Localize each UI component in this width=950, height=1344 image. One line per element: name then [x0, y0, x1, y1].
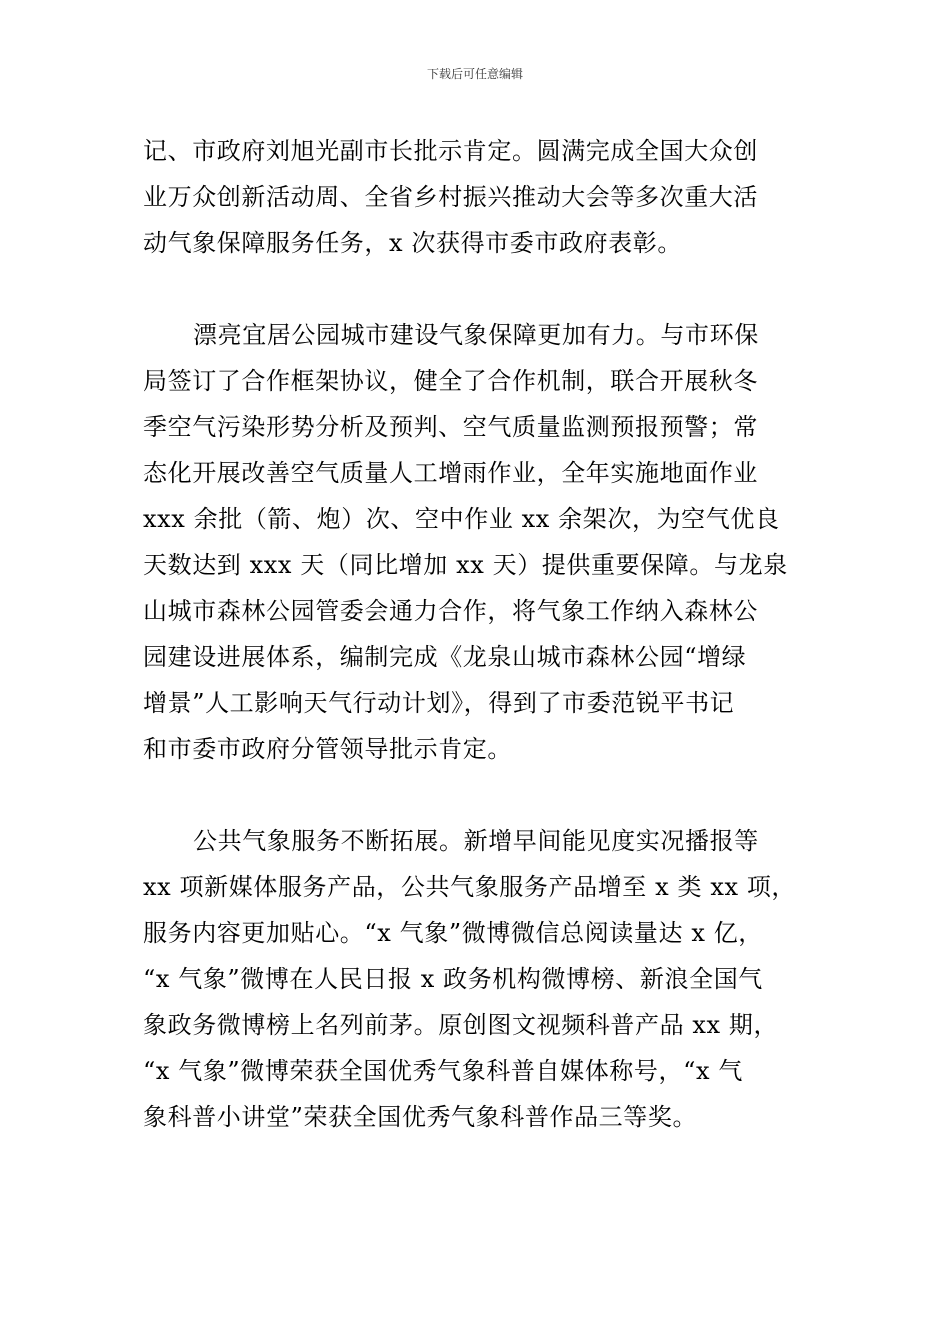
- text-line: 公共气象服务不断拓展。新增早间能见度实况播报等: [193, 827, 759, 855]
- text-line: 记、市政府刘旭光副市长批示肯定。圆满完成全国大众创: [143, 137, 758, 165]
- text-line: 和市委市政府分管领导批示肯定。: [143, 735, 512, 763]
- paragraph-2: [143, 312, 808, 772]
- text-line: 山城市森林公园管委会通力合作，将气象工作纳入森林公: [143, 597, 758, 625]
- text-line: “x 气象”微博在人民日报 x 政务机构微博榜、新浪全国气: [143, 965, 763, 993]
- text-line: 漂亮宜居公园城市建设气象保障更加有力。与市环保: [193, 321, 759, 349]
- text-line: 园建设进展体系，编制完成《龙泉山城市森林公园“增绿: [143, 643, 747, 671]
- text-line: xxx 余批（箭、炮）次、空中作业 xx 余架次，为空气优良: [143, 505, 780, 533]
- document-body: [143, 128, 808, 1140]
- text-line: 季空气污染形势分析及预判、空气质量监测预报预警；常: [143, 413, 758, 441]
- paragraph-gap: [143, 266, 808, 312]
- text-line: 象政务微博榜上名列前茅。原创图文视频科普产品 xx 期，: [143, 1011, 779, 1039]
- text-line: 天数达到 xxx 天（同比增加 xx 天）提供重要保障。与龙泉: [143, 551, 788, 579]
- text-line: 局签订了合作框架协议，健全了合作机制，联合开展秋冬: [143, 367, 758, 395]
- text-line: “x 气象”微博荣获全国优秀气象科普自媒体称号，“x 气: [143, 1057, 743, 1085]
- text-line: 动气象保障服务任务，x 次获得市委市政府表彰。: [143, 229, 682, 257]
- paragraph-gap: [143, 772, 808, 818]
- page-header: 下载后可任意编辑: [426, 67, 523, 81]
- text-line: 增景”人工影响天气行动计划》，得到了市委范锐平书记: [143, 689, 735, 717]
- text-line: 业万众创新活动周、全省乡村振兴推动大会等多次重大活: [143, 183, 758, 211]
- paragraph-3: [143, 818, 808, 1140]
- text-line: xx 项新媒体服务产品，公共气象服务产品增至 x 类 xx 项，: [143, 873, 797, 901]
- paragraph-1: [143, 128, 808, 266]
- text-line: 象科普小讲堂”荣获全国优秀气象科普作品三等奖。: [143, 1103, 698, 1131]
- text-line: 态化开展改善空气质量人工增雨作业，全年实施地面作业: [143, 459, 758, 487]
- text-line: 服务内容更加贴心。“x 气象”微博微信总阅读量达 x 亿，: [143, 919, 763, 947]
